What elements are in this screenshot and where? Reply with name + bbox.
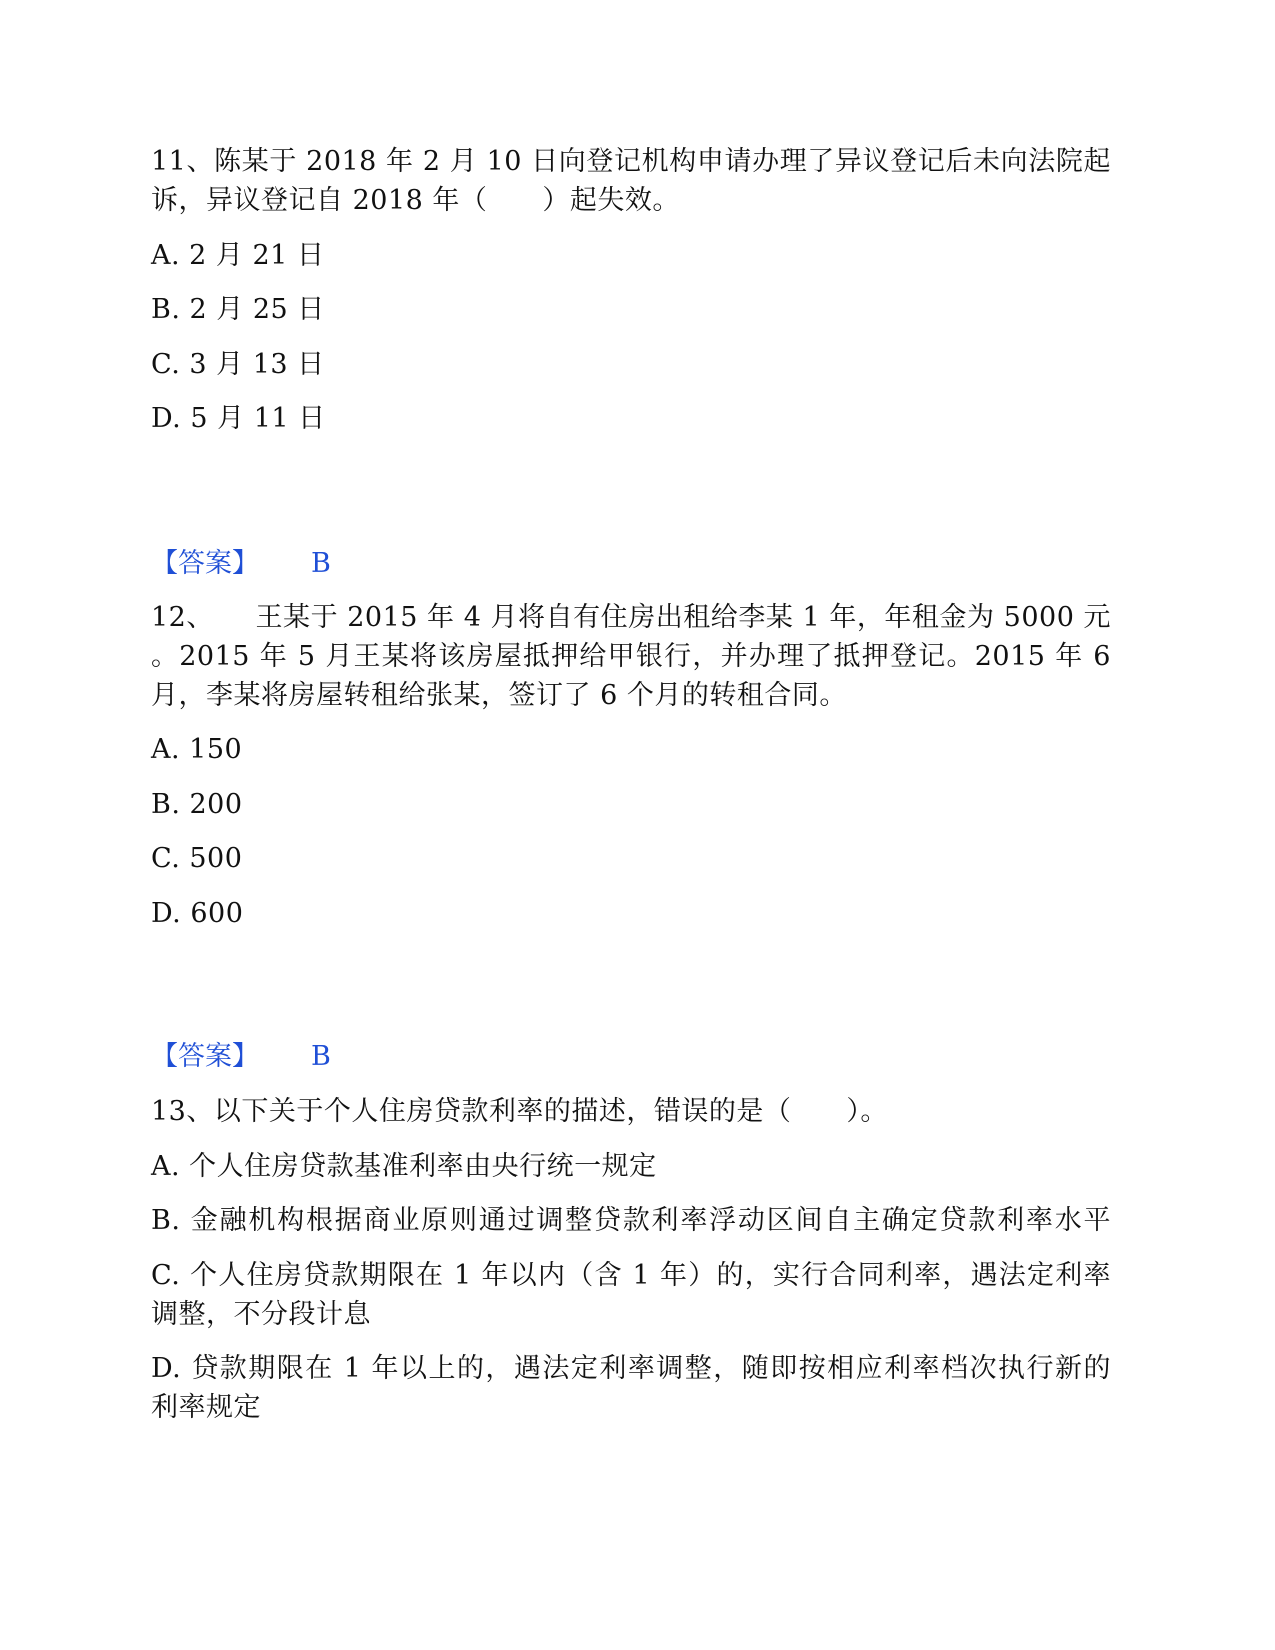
q11-option-c: C. 3 月 13 日 xyxy=(151,349,325,380)
q13-option-c-line1: C. 个人住房贷款期限在 1 年以内（含 1 年）的，实行合同利率，遇法定利率 xyxy=(151,1260,1111,1291)
q12-stem-line1: 12、 王某于 2015 年 4 月将自有住房出租给李某 1 年，年租金为 5000 元 xyxy=(151,602,1111,633)
q13-option-d-line1: D. 贷款期限在 1 年以上的，遇法定利率调整，随即按相应利率档次执行新的 xyxy=(151,1353,1111,1384)
q13-option-a: A. 个人住房贷款基准利率由央行统一规定 xyxy=(151,1151,657,1182)
q13-option-b: B. 金融机构根据商业原则通过调整贷款利率浮动区间自主确定贷款利率水平 xyxy=(151,1205,1111,1236)
q12-stem-line3: 月，李某将房屋转租给张某，签订了 6 个月的转租合同。 xyxy=(151,680,847,711)
q11-option-b: B. 2 月 25 日 xyxy=(151,294,325,325)
q12-answer xyxy=(151,1037,331,1077)
q12-option-d: D. 600 xyxy=(151,898,244,929)
q12-option-a: A. 150 xyxy=(151,734,243,765)
q11-stem-line1: 11、陈某于 2018 年 2 月 10 日向登记机构申请办理了异议登记后未向法院起 xyxy=(151,146,1111,177)
q11-stem-line2: 诉，异议登记自 2018 年（ ）起失效。 xyxy=(151,185,680,216)
answer-label: 【答案】 xyxy=(151,548,259,579)
q12-option-c: C. 500 xyxy=(151,843,243,874)
q11-option-a: A. 2 月 21 日 xyxy=(151,240,325,271)
answer-value: B xyxy=(311,548,331,579)
q11-answer xyxy=(151,544,331,584)
q11-option-d: D. 5 月 11 日 xyxy=(151,403,326,434)
q12-stem-line2: 。2015 年 5 月王某将该房屋抵押给甲银行，并办理了抵押登记。2015 年 6 xyxy=(151,641,1111,672)
q13-option-c-line2: 调整，不分段计息 xyxy=(151,1299,371,1330)
answer-value: B xyxy=(311,1041,331,1072)
q13-stem: 13、以下关于个人住房贷款利率的描述，错误的是（ ）。 xyxy=(151,1096,888,1127)
q12-option-b: B. 200 xyxy=(151,789,243,820)
q13-option-d-line2: 利率规定 xyxy=(151,1392,261,1423)
answer-label: 【答案】 xyxy=(151,1041,259,1072)
